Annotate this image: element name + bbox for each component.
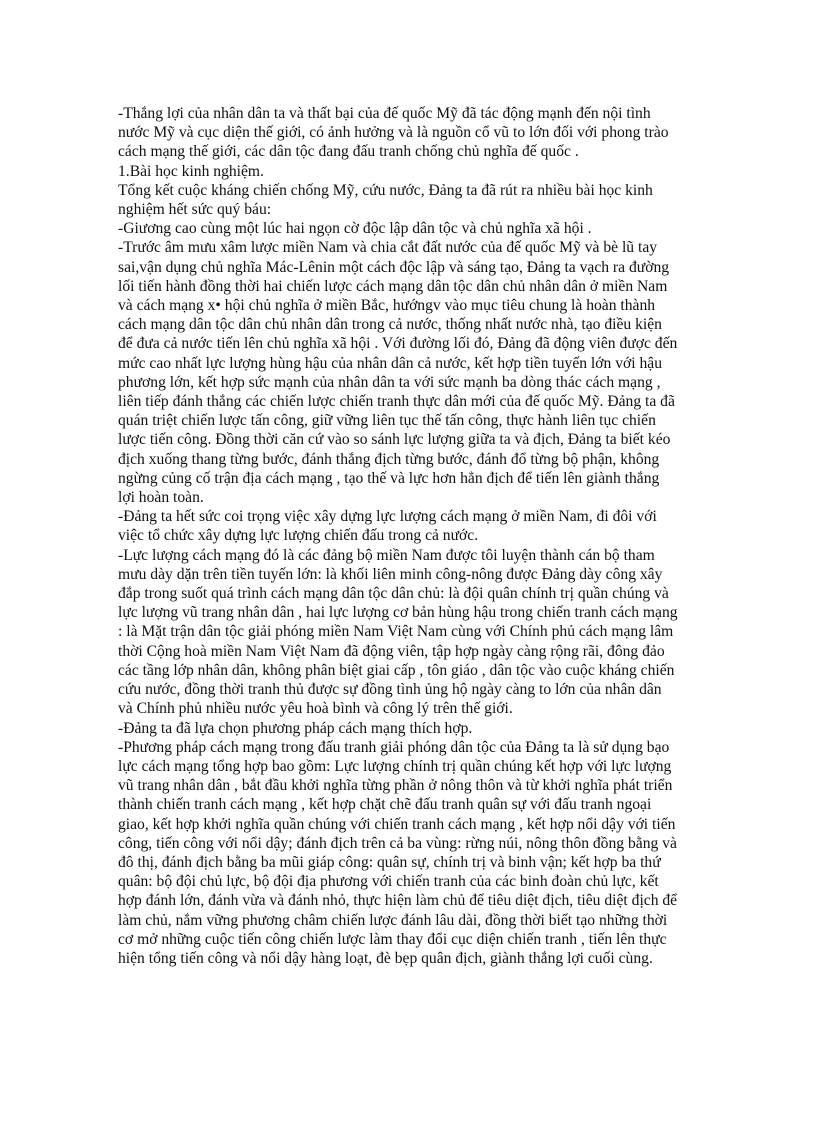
text-line: : là Mặt trận dân tộc giải phóng miền Nam Việt Nam cùng với Chính phủ cách mạng lâm xyxy=(118,623,674,641)
text-line: làm chủ, nắm vững phương châm chiến lược đánh lâu dài, đồng thời biết tạo những thời xyxy=(118,911,668,929)
text-line: liên tiếp đánh thắng các chiến lược chiến tranh thực dân mới của đế quốc Mỹ. Đảng ta đã xyxy=(118,393,675,411)
text-line: mưu dày dặn trên tiền tuyến lớn: là khối liên minh công-nông được Đảng dày công xây xyxy=(118,565,663,583)
text-line: cứu nước, đồng thời tranh thủ được sự đồng tình ủng hộ ngày càng to lớn của nhân dân xyxy=(118,681,662,699)
text-line: thành chiến tranh cách mạng , kết hợp chặt chẽ đấu tranh quân sự với đấu tranh ngoại xyxy=(118,796,652,814)
text-line: đô thị, đánh địch bằng ba mũi giáp công: quân sự, chính trị và binh vận; kết hợp ba thứ xyxy=(118,853,661,871)
text-line: và Chính phủ nhiều nước yêu hoà bình và công lý trên thế giới. xyxy=(118,700,513,718)
text-line: hợp đánh lớn, đánh vừa và đánh nhỏ, thực hiện làm chủ để tiêu diệt địch, tiêu diệt địch để xyxy=(118,892,678,910)
text-line: -Đảng ta hết sức coi trọng việc xây dựng lực lượng cách mạng ở miền Nam, đi đôi với xyxy=(118,508,657,526)
text-line: địch xuống thang từng bước, đánh thắng địch từng bước, đánh đổ từng bộ phận, không xyxy=(118,450,660,468)
text-line: quân: bộ đội chủ lực, bộ đội địa phương với chiến tranh của các binh đoàn chủ lực, kết xyxy=(118,873,659,891)
text-line: quán triệt chiến lược tấn công, giữ vững liên tục thế tấn công, thực hành liên tục chiến xyxy=(118,412,656,430)
text-line: ngừng củng cố trận địa cách mạng , tạo thế và lực hơn hẳn địch để tiến lên giành thắng xyxy=(118,469,660,487)
text-line: giao, kết hợp khởi nghĩa quần chúng với chiến tranh cách mạng , kết hợp nổi dậy với tiến xyxy=(118,815,676,833)
text-line: Tổng kết cuộc kháng chiến chống Mỹ, cứu nước, Đảng ta đã rút ra nhiều bài học kinh xyxy=(118,181,653,199)
text-line: phương lớn, kết hợp sức mạnh của nhân dân ta với sức mạnh ba dòng thác cách mạng , xyxy=(118,373,661,391)
text-line: -Trước âm mưu xâm lược miền Nam và chia cắt đất nước của đế quốc Mỹ và bè lũ tay xyxy=(118,239,658,257)
text-line: công, tiến công với nổi dậy; đánh địch trên cả ba vùng: rừng núi, nông thôn đồng bằng và xyxy=(118,834,677,852)
text-line: lợi hoàn toàn. xyxy=(118,489,204,507)
text-line: việc tổ chức xây dựng lực lượng chiến đấu trong cả nước. xyxy=(118,527,479,545)
text-line: lối tiến hành đồng thời hai chiến lược cách mạng dân tộc dân chủ nhân dân ở miền Nam xyxy=(118,277,668,295)
text-line: sai,vận dụng chủ nghĩa Mác-Lênin một cách độc lập và sáng tạo, Đảng ta vạch ra đường xyxy=(118,258,670,276)
text-line: nghiệm hết sức quý báu: xyxy=(118,201,272,219)
text-line: đắp trong suốt quá trình cách mạng dân tộc dân chủ: là đội quân chính trị quần chúng và xyxy=(118,585,669,603)
text-line: lực cách mạng tổng hợp bao gồm: Lực lượng chính trị quần chúng kết hợp với lực lượng xyxy=(118,757,672,775)
text-line: hiện tổng tiến công và nổi dậy hàng loạt, đè bẹp quân địch, giành thắng lợi cuối cùng. xyxy=(118,949,653,967)
text-line: cách mạng dân tộc dân chủ nhân dân trong cả nước, thống nhất nước nhà, tạo điều kiện xyxy=(118,316,662,334)
text-line: mức cao nhất lực lượng hùng hậu của nhân dân cả nước, kết hợp tiền tuyến lớn với hậu xyxy=(118,354,662,372)
text-line: 1.Bài học kinh nghiệm. xyxy=(118,162,264,180)
text-line: -Phương pháp cách mạng trong đấu tranh giải phóng dân tộc của Đảng ta là sử dụng bạo xyxy=(118,738,670,756)
text-line: các tầng lớp nhân dân, không phân biệt giai cấp , tôn giáo , dân tộc vào cuộc kháng chiến xyxy=(118,661,675,679)
text-line: -Giương cao cùng một lúc hai ngọn cờ độc lập dân tộc và chủ nghĩa xã hội . xyxy=(118,220,592,238)
text-line: -Thắng lợi của nhân dân ta và thất bại của đế quốc Mỹ đã tác động mạnh đến nội tình xyxy=(118,105,651,122)
document-body xyxy=(118,104,700,968)
text-line: lực lượng vũ trang nhân dân , hai lực lượng cơ bản hùng hậu trong chiến tranh cách mạng xyxy=(118,604,678,622)
text-line: -Lực lượng cách mạng đó là các đảng bộ miền Nam được tôi luyện thành cán bộ tham xyxy=(118,546,655,564)
text-line: thời Cộng hoà miền Nam Việt Nam đã động viên, tập hợp ngày càng rộng rãi, đông đảo xyxy=(118,642,665,660)
text-line: để đưa cả nước tiến lên chủ nghĩa xã hội . Với đường lối đó, Đảng đã động viên được đến xyxy=(118,335,678,353)
text-line: vũ trang nhân dân , bắt đầu khởi nghĩa từng phần ở nông thôn và từ khởi nghĩa phát triển xyxy=(118,777,673,795)
text-line: -Đảng ta đã lựa chọn phương pháp cách mạng thích hợp. xyxy=(118,719,473,737)
text-line: cách mạng thế giới, các dân tộc đang đấu tranh chống chủ nghĩa đế quốc . xyxy=(118,143,579,161)
text-line: lược tiến công. Đồng thời căn cứ vào so sánh lực lượng giữa ta và địch, Đảng ta biết kéo xyxy=(118,431,671,449)
text-line: nước Mỹ và cục diện thế giới, có ảnh hưởng và là nguồn cổ vũ to lớn đối với phong trào xyxy=(118,124,669,142)
text-line: cơ mở những cuộc tiến công chiến lược làm thay đổi cục diện chiến tranh , tiến lên thực xyxy=(118,930,667,948)
text-line: và cách mạng x• hội chủ nghĩa ở miền Bắc, hướngv vào mục tiêu chung là hoàn thành xyxy=(118,297,656,315)
